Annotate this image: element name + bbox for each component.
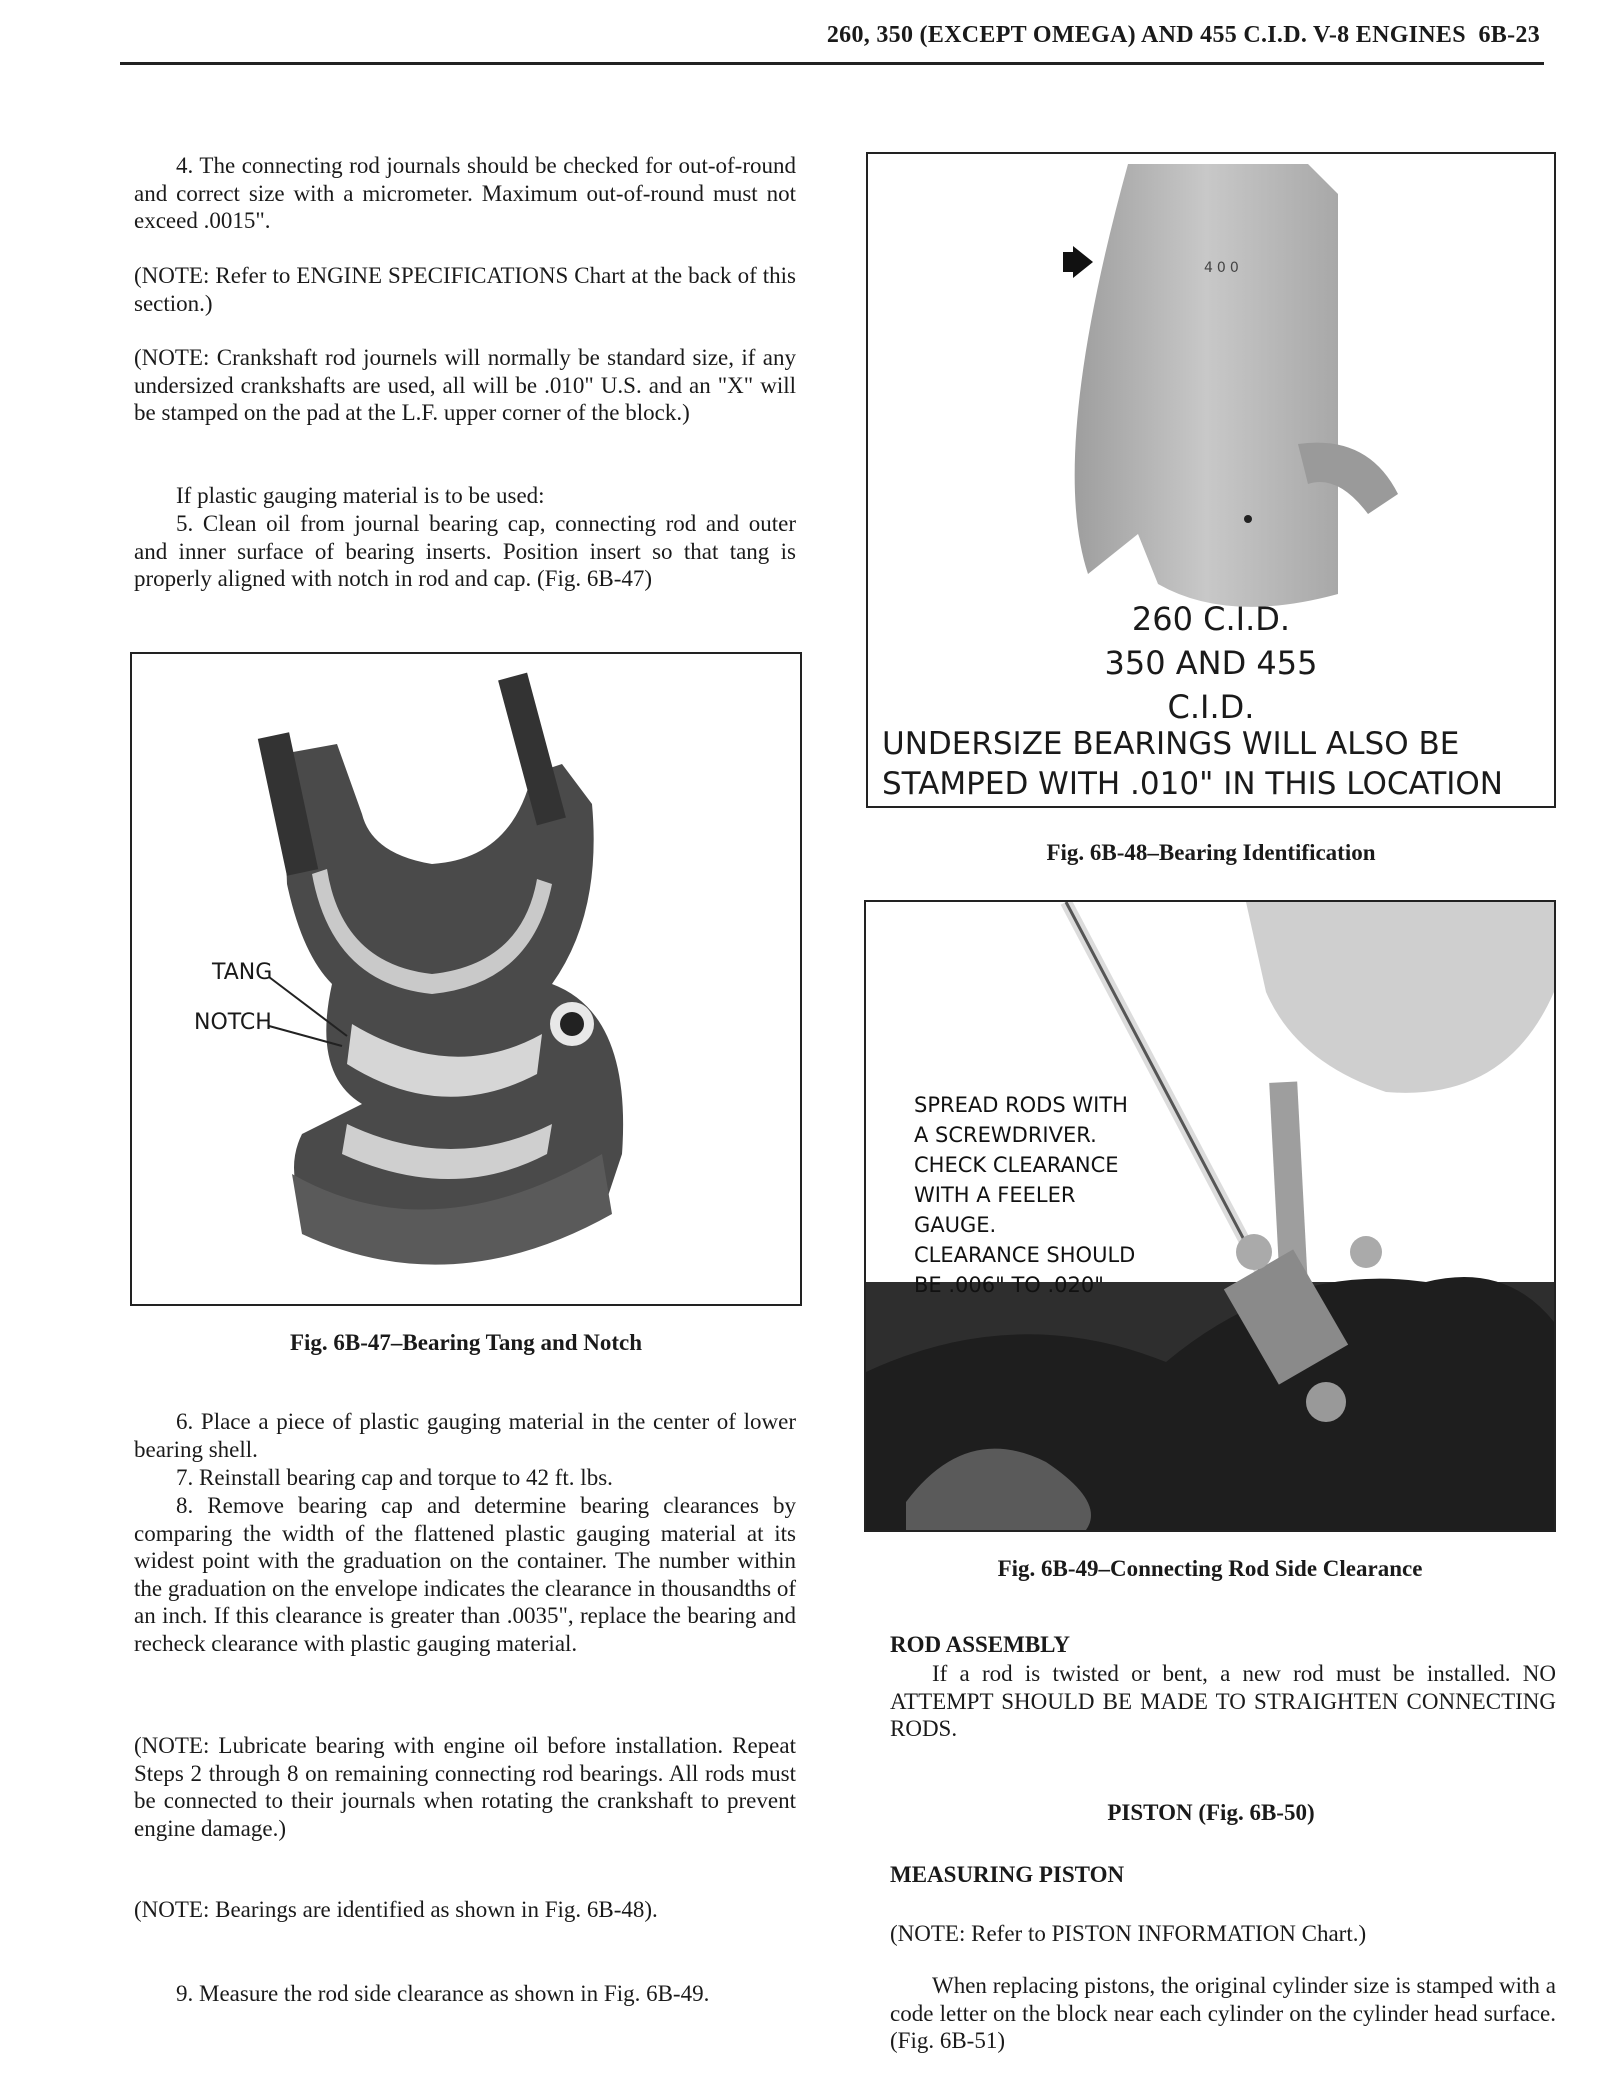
label-350-455: 350 AND 455: [1104, 644, 1318, 682]
label-notch: NOTCH: [194, 1010, 272, 1035]
note-bearing-id: (NOTE: Bearings are identified as shown in Fig. 6B-48).: [134, 1897, 658, 1922]
step-6: 6. Place a piece of plastic gauging material in the center of lower bearing shell.: [134, 1409, 796, 1462]
bearing-stamp: 400: [1204, 260, 1243, 276]
fig49-callout: [914, 1090, 1164, 1300]
figure-6b-47: [130, 652, 802, 1306]
page-number: 6B-23: [1478, 22, 1540, 48]
step-8: 8. Remove bearing cap and determine bearing clearances by comparing the width of the flattened plastic gauging material at its widest point with the graduation on the container. The number within the graduation on the envelope indicates the clearance in thousandths of an inch. If this clearance is greater than .0035", replace the bearing and recheck clearance with plastic gauging material.: [134, 1493, 796, 1656]
caption-fig-6b-48: Fig. 6B-48–Bearing Identification: [1046, 840, 1376, 865]
bearing-shell-illustration: [868, 154, 1554, 614]
step-7: 7. Reinstall bearing cap and torque to 42 ft. lbs.: [176, 1465, 613, 1490]
callout-line-4: WITH A FEELER: [914, 1183, 1076, 1207]
replacing-pistons-text: When replacing pistons, the original cylinder size is stamped with a code letter on the block near each cylinder on the cylinder head surface. (Fig. 6B-51): [890, 1973, 1556, 2053]
heading-measuring-piston: MEASURING PISTON: [890, 1862, 1125, 1887]
header-rule: [120, 62, 1544, 65]
step-9: 9. Measure the rod side clearance as shown in Fig. 6B-49.: [176, 1981, 710, 2006]
note-crankshaft: (NOTE: Crankshaft rod journels will normally be standard size, if any undersized crankshafts are used, all will be .010" U.S. and an "X" will be stamped on the pad at the L.F. upper corner of the block.): [134, 345, 796, 425]
rod-assembly-text: If a rod is twisted or bent, a new rod must be installed. NO ATTEMPT SHOULD BE MADE TO STRAIGHTEN CONNECTING RODS.: [890, 1661, 1556, 1741]
figure-6b-49: [864, 900, 1556, 1532]
header-title: 260, 350 (EXCEPT OMEGA) AND 455 C.I.D. V-8 ENGINES: [826, 22, 1466, 48]
label-cid: C.I.D.: [1167, 688, 1255, 726]
callout-line-1: SPREAD RODS WITH: [914, 1093, 1128, 1117]
plastic-intro: If plastic gauging material is to be used:: [176, 483, 545, 508]
note-engine-specs: (NOTE: Refer to ENGINE SPECIFICATIONS Chart at the back of this section.): [134, 263, 796, 316]
step-5: 5. Clean oil from journal bearing cap, connecting rod and outer and inner surface of bearing inserts. Position insert so that tang is properly aligned with notch in rod and cap. (Fig. 6B-47): [134, 511, 796, 591]
callout-line-2: A SCREWDRIVER.: [914, 1123, 1097, 1147]
callout-line-5: GAUGE.: [914, 1213, 997, 1237]
caption-fig-6b-47: Fig. 6B-47–Bearing Tang and Notch: [289, 1330, 643, 1355]
heading-rod-assembly: ROD ASSEMBLY: [890, 1632, 1071, 1657]
callout-line-3: CHECK CLEARANCE: [914, 1153, 1119, 1177]
note-lubricate: (NOTE: Lubricate bearing with engine oil before installation. Repeat Steps 2 through 8 on remaining connecting rod bearings. All rods must be connected to their journals when rotating the crankshaft to prevent engine damage.): [134, 1733, 796, 1841]
caption-fig-6b-49: Fig. 6B-49–Connecting Rod Side Clearance: [997, 1556, 1423, 1581]
step-4: 4. The connecting rod journals should be checked for out-of-round and correct size with a micrometer. Maximum out-of-round must not exceed .0015".: [134, 153, 796, 233]
callout-line-7: BE .006" TO .020": [914, 1273, 1104, 1297]
note-piston-info: (NOTE: Refer to PISTON INFORMATION Chart.): [890, 1921, 1367, 1946]
callout-line-6: CLEARANCE SHOULD: [914, 1243, 1136, 1267]
page-header: [120, 22, 1540, 62]
label-260-cid: 260 C.I.D.: [1131, 600, 1291, 638]
label-stamped: STAMPED WITH .010" IN THIS LOCATION: [882, 766, 1503, 802]
label-undersize: UNDERSIZE BEARINGS WILL ALSO BE: [882, 726, 1460, 762]
heading-piston: PISTON (Fig. 6B-50): [1107, 1800, 1315, 1825]
label-tang: TANG: [212, 960, 273, 985]
figure-6b-48: [866, 152, 1556, 808]
